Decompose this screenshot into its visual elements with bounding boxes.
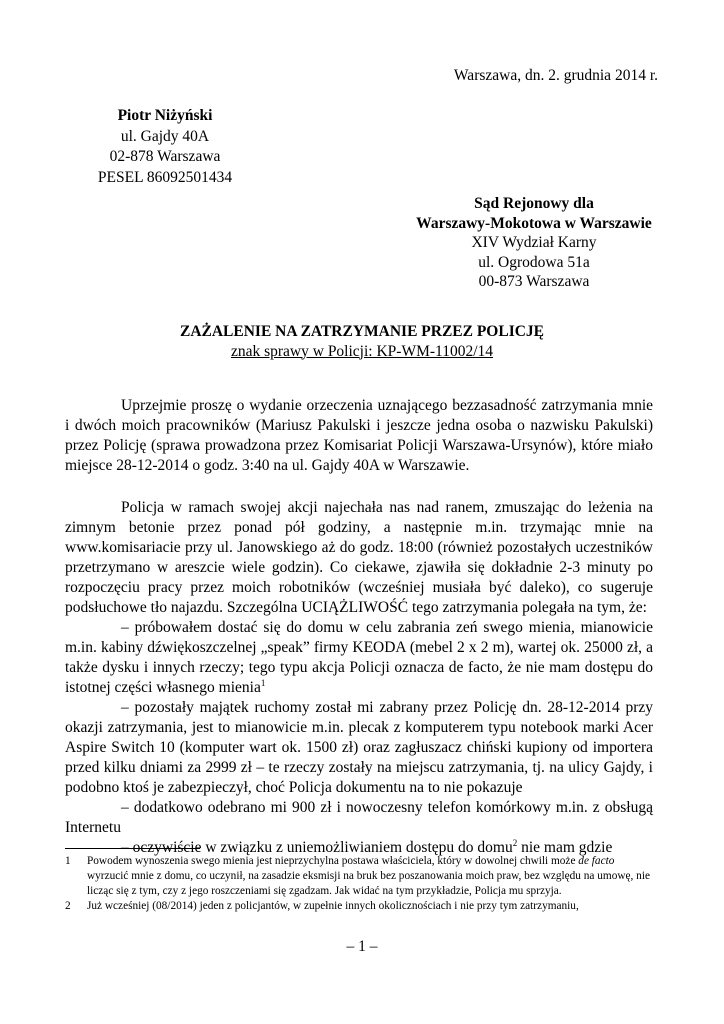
paragraph-description: Policja w ramach swojej akcji najechała nas nad ranem, zmuszając do leżenia na zimnym betonie przez ponad pół godziny, a następnie m.in. trzymając mnie na www.komisariacie przy ul. Janowskiego aż do godz. 18:00 (również pozostałych uczestników przetrzymano w areszcie wiele godzin). Co ciekawe, zjawiła się dokładnie 2-3 minuty po rozpoczęciu pracy przez moich robotników (wcześniej musiała być daleko), co sugeruje podsłuchowe tło najazdu. Szczególna UCIĄŻLIWOŚĆ tego zatrzymania polegała na tym, że: <box>65 499 653 616</box>
recipient-address <box>374 194 694 292</box>
court-street: ul. Ogrodowa 51a <box>478 253 590 271</box>
footnotes <box>65 848 653 914</box>
court-name-line1: Sąd Rejonowy dla <box>474 195 594 212</box>
list-item-money-phone: – dodatkowo odebrano mi 900 zł i nowoczesny telefon komórkowy m.in. z obsługą Internetu <box>65 799 653 836</box>
footnote-separator <box>65 848 200 849</box>
list-item-seized-property: – pozostały majątek ruchomy został mi zabrany przez Policję dn. 28-12-2014 przy okazji zatrzymania, jest to mianowicie m.in. plecak z komputerem typu notebook marki Acer Aspire Switch 10 (komputer wart ok. 1500 zł) oraz zagłuszacz chiński kupiony od importera przed kilku dniami za 2999 zł – te rzeczy zostały na miejscu zatrzymania, tj. na ulicy Gajdy, i podobno ktoś je zabezpieczył, choć Policja dokumentu na to nie pokazuje <box>65 699 653 796</box>
sender-pesel: PESEL 86092501434 <box>97 168 233 186</box>
footnote-italic: de facto <box>578 855 615 867</box>
sender-street: ul. Gajdy 40A <box>120 127 210 145</box>
footnote-text-part: Powodem wynoszenia swego mienia jest nieprzychylna postawa właściciela, który w dowolnej chwili może <box>87 855 579 867</box>
sender-address <box>80 106 250 188</box>
sender-name: Piotr Niżyński <box>117 107 213 124</box>
footnote-text-part: wyrzucić mnie z domu, co uczynił, na zasadzie eksmisji na bruk bez poszanowania moich praw, bez względu na umowę, nie licząc się z tym, czy z jego roszczeniami się zgadzam. Jak widać na tym przykładzie, Policja mu sprzyja. <box>87 870 650 897</box>
list-item-text: – próbowałem dostać się do domu w celu zabrania zeń swego mienia, mianowicie m.in. kabiny dźwiękoszczelnej „speak” firmy KEODA (mebel 2 x 2 m), wartej ok. 25000 zł, a także dysku i innych rzeczy; tego typu akcja Policji oznacza de facto, że nie mam dostępu do istotnej części własnego mienia <box>65 619 653 696</box>
footnote-number: 2 <box>65 900 71 912</box>
title-main: ZAŻALENIE NA ZATRZYMANIE PRZEZ POLICJĘ <box>179 323 545 340</box>
document-body <box>65 396 653 858</box>
paragraph-request: Uprzejmie proszę o wydanie orzeczenia uznającego bezzasadność zatrzymania mnie i dwóch moich pracowników (Mariusz Pakulski i jeszcze jedna osoba o nazwisku Pakulski) przez Policję (sprawa prowadzona przez Komisariat Policji Warszawa-Ursynów), które miało miejsce 28-12-2014 o godz. 3:40 na ul. Gajdy 40A w Warszawie. <box>65 397 653 474</box>
court-name-line2: Warszawy-Mokotowa w Warszawie <box>416 214 652 232</box>
court-city: 00-873 Warszawa <box>478 273 590 290</box>
list-item-text: – oczywiście w związku z uniemożliwianiem dostępu do domu <box>121 839 513 856</box>
footnote-2 <box>65 899 653 914</box>
case-reference: znak sprawy w Policji: KP-WM-11002/14 <box>230 342 494 360</box>
date-line: Warszawa, dn. 2. grudnia 2014 r. <box>453 67 658 84</box>
footnote-ref-1[interactable]: 1 <box>260 677 266 688</box>
court-department: XIV Wydział Karny <box>471 234 597 251</box>
footnote-text <box>87 854 653 899</box>
list-item-property-access <box>65 618 653 698</box>
footnote-number: 1 <box>65 855 71 867</box>
document-title <box>0 322 724 361</box>
list-item-text-continued: nie mam gdzie <box>517 839 613 856</box>
footnote-ref-2[interactable]: 2 <box>512 837 518 848</box>
page-number: – 1 – <box>346 938 378 955</box>
footnote-text: Już wcześniej (08/2014) jeden z policjantów, w zupełnie innych okolicznościach i nie przy tym zatrzymaniu, <box>87 900 579 912</box>
footnote-1 <box>65 854 653 899</box>
sender-city: 02-878 Warszawa <box>109 148 221 165</box>
